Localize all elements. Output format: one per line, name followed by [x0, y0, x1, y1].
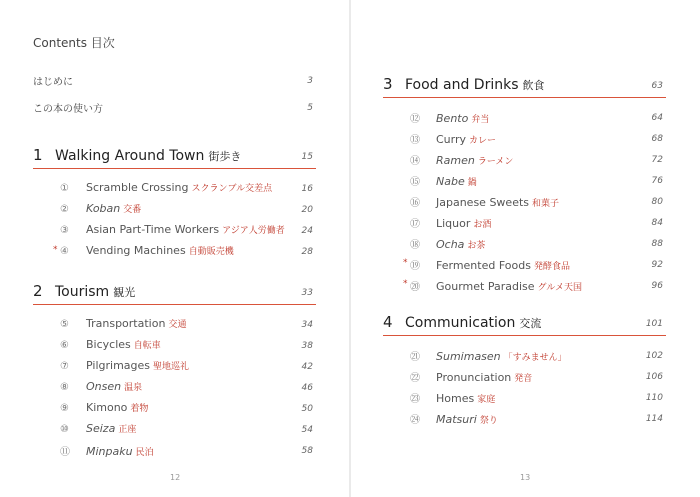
- list-item: [410, 257, 570, 272]
- item-number: ⑲: [410, 261, 420, 272]
- item-title: Pronunciation: [436, 371, 512, 384]
- list-item: [60, 317, 186, 330]
- item-title-jp: 民泊: [135, 448, 154, 458]
- item-title-jp: 温泉: [124, 383, 143, 393]
- item-title-jp: 正座: [118, 425, 137, 435]
- item-page-number: 102: [645, 351, 663, 361]
- new-item-marker: *: [403, 258, 408, 268]
- item-page-number: 54: [301, 425, 313, 435]
- item-page-number: 80: [651, 197, 663, 207]
- item-number: ㉓: [410, 394, 420, 405]
- item-number: ③: [60, 225, 69, 236]
- list-item: [410, 131, 496, 146]
- section-heading: [33, 146, 241, 164]
- item-title-jp: カレー: [469, 136, 497, 146]
- list-item: [410, 110, 489, 125]
- list-item: [410, 236, 485, 251]
- item-title: Pilgrimages: [86, 359, 151, 372]
- page-number-right: 13: [520, 473, 531, 482]
- item-page-number: 68: [651, 134, 663, 144]
- item-number: ⑰: [410, 219, 420, 230]
- list-item: [410, 215, 491, 230]
- item-page-number: 72: [651, 155, 663, 165]
- item-number: ⑪: [60, 447, 70, 458]
- item-title: Bicycles: [86, 338, 131, 351]
- section-title: Food and Drinks: [405, 77, 519, 93]
- item-title: Koban: [86, 202, 121, 215]
- section-page-number: 15: [301, 152, 313, 162]
- section-rule: [383, 335, 666, 336]
- item-title: Asian Part-Time Workers: [86, 223, 220, 236]
- item-title-jp: アジア人労働者: [222, 226, 285, 236]
- item-page-number: 34: [301, 320, 313, 330]
- list-item: [60, 359, 189, 372]
- intro-label: この本の使い方: [33, 104, 103, 115]
- section-rule: [383, 97, 666, 98]
- item-page-number: 92: [651, 260, 663, 270]
- page-number-left: 12: [170, 473, 181, 482]
- item-title-jp: 交通: [168, 320, 187, 330]
- item-title: Bento: [436, 112, 469, 125]
- section-number: 1: [33, 146, 43, 164]
- item-title: Vending Machines: [86, 244, 186, 257]
- intro-label: はじめに: [33, 77, 73, 88]
- item-number: ⑮: [410, 177, 420, 188]
- item-title: Minpaku: [86, 445, 133, 458]
- item-page-number: 64: [651, 113, 663, 123]
- list-item: [410, 152, 513, 167]
- section-heading: [33, 282, 135, 300]
- item-number: ①: [60, 183, 69, 194]
- section-page-number: 101: [645, 319, 663, 329]
- item-title-jp: お茶: [467, 241, 486, 251]
- item-title: Homes: [436, 392, 475, 405]
- item-title-jp: 弁当: [471, 115, 490, 125]
- item-page-number: 50: [301, 404, 313, 414]
- section-number: 3: [383, 75, 393, 93]
- item-title: Sumimasen: [436, 350, 501, 363]
- list-item: [60, 338, 161, 351]
- item-title: Curry: [436, 133, 467, 146]
- list-item: [60, 380, 142, 393]
- item-page-number: 106: [645, 372, 663, 382]
- item-title: Gourmet Paradise: [436, 280, 535, 293]
- intro-item: [33, 73, 73, 88]
- item-page-number: 24: [301, 226, 313, 236]
- item-title: Scramble Crossing: [86, 181, 189, 194]
- item-title-jp: 聖地巡礼: [153, 362, 190, 372]
- list-item: [60, 443, 154, 458]
- list-item: [60, 401, 148, 414]
- item-title-jp: 家庭: [477, 395, 496, 405]
- list-item: [410, 194, 559, 209]
- item-number: ②: [60, 204, 69, 215]
- item-title: Liquor: [436, 217, 471, 230]
- item-number: ⑬: [410, 135, 420, 146]
- list-item: [410, 390, 495, 405]
- item-number: ⑦: [60, 361, 69, 372]
- item-title-jp: 自動販売機: [188, 247, 234, 257]
- right-page: [350, 0, 700, 497]
- item-page-number: 42: [301, 362, 313, 372]
- list-item: [60, 202, 141, 215]
- section-page-number: 63: [651, 81, 663, 91]
- item-number: ⑤: [60, 319, 69, 330]
- item-title-jp: 発音: [514, 374, 533, 384]
- item-title: Seiza: [86, 422, 116, 435]
- item-page-number: 114: [645, 414, 663, 424]
- item-title-jp: 祭り: [479, 416, 498, 426]
- item-page-number: 28: [301, 247, 313, 257]
- item-title: Ocha: [436, 238, 465, 251]
- item-title-jp: スクランブル交差点: [191, 184, 273, 194]
- list-item: [410, 369, 532, 384]
- section-title: Communication: [405, 315, 516, 331]
- section-title: Walking Around Town: [55, 148, 205, 164]
- section-number: 4: [383, 313, 393, 331]
- item-title-jp: 鍋: [467, 178, 477, 188]
- section-heading: [383, 75, 545, 93]
- item-title-jp: グルメ天国: [537, 283, 582, 293]
- item-number: ⑨: [60, 403, 69, 414]
- section-rule: [33, 168, 316, 169]
- item-number: ㉑: [410, 352, 420, 363]
- item-number: ⑯: [410, 198, 420, 209]
- item-number: ⑧: [60, 382, 69, 393]
- list-item: [410, 173, 477, 188]
- item-title-jp: 発酵食品: [533, 262, 570, 272]
- new-item-marker: *: [53, 245, 58, 255]
- item-title: Onsen: [86, 380, 122, 393]
- item-page-number: 58: [301, 446, 313, 456]
- item-title: Fermented Foods: [436, 259, 531, 272]
- section-title-jp: 飲食: [522, 79, 545, 92]
- section-title: Tourism: [55, 284, 110, 300]
- item-page-number: 16: [301, 184, 313, 194]
- item-title: Japanese Sweets: [436, 196, 530, 209]
- item-number: ⑱: [410, 240, 420, 251]
- item-page-number: 88: [651, 239, 663, 249]
- item-title: Transportation: [86, 317, 166, 330]
- item-title: Nabe: [436, 175, 465, 188]
- section-rule: [33, 304, 316, 305]
- section-title-jp: 街歩き: [208, 150, 242, 163]
- list-item: [410, 411, 498, 426]
- list-item: [60, 223, 285, 236]
- item-title-jp: 交番: [123, 205, 142, 215]
- item-page-number: 46: [301, 383, 313, 393]
- item-title-jp: 着物: [130, 404, 149, 414]
- item-page-number: 96: [651, 281, 663, 291]
- item-number: ⑥: [60, 340, 69, 351]
- item-page-number: 110: [645, 393, 663, 403]
- section-heading: [383, 313, 541, 331]
- item-title: Matsuri: [436, 413, 477, 426]
- item-number: ⑩: [60, 424, 69, 435]
- contents-title: Contents 目次: [33, 36, 115, 50]
- intro-page-number: 3: [307, 76, 313, 86]
- item-number: ⑭: [410, 156, 420, 167]
- list-item: [60, 422, 136, 435]
- item-page-number: 84: [651, 218, 663, 228]
- item-page-number: 38: [301, 341, 313, 351]
- list-item: [410, 278, 582, 293]
- item-title-jp: お酒: [473, 220, 492, 230]
- item-number: ⑳: [410, 282, 420, 293]
- item-title: Kimono: [86, 401, 128, 414]
- item-number: ④: [60, 246, 69, 257]
- item-title-jp: 「すみません」: [503, 353, 567, 363]
- list-item: [60, 244, 234, 257]
- item-title-jp: 自転車: [133, 341, 161, 351]
- item-page-number: 20: [301, 205, 313, 215]
- intro-page-number: 5: [307, 103, 313, 113]
- intro-item: [33, 100, 103, 115]
- list-item: [60, 181, 272, 194]
- list-item: [410, 348, 567, 363]
- section-title-jp: 交流: [519, 317, 542, 330]
- section-page-number: 33: [301, 288, 313, 298]
- item-title-jp: ラーメン: [477, 157, 514, 167]
- section-number: 2: [33, 282, 43, 300]
- item-title: Ramen: [436, 154, 475, 167]
- item-number: ㉒: [410, 373, 420, 384]
- item-number: ㉔: [410, 415, 420, 426]
- section-title-jp: 観光: [113, 286, 136, 299]
- new-item-marker: *: [403, 279, 408, 289]
- item-title-jp: 和菓子: [532, 199, 560, 209]
- item-number: ⑫: [410, 114, 420, 125]
- item-page-number: 76: [651, 176, 663, 186]
